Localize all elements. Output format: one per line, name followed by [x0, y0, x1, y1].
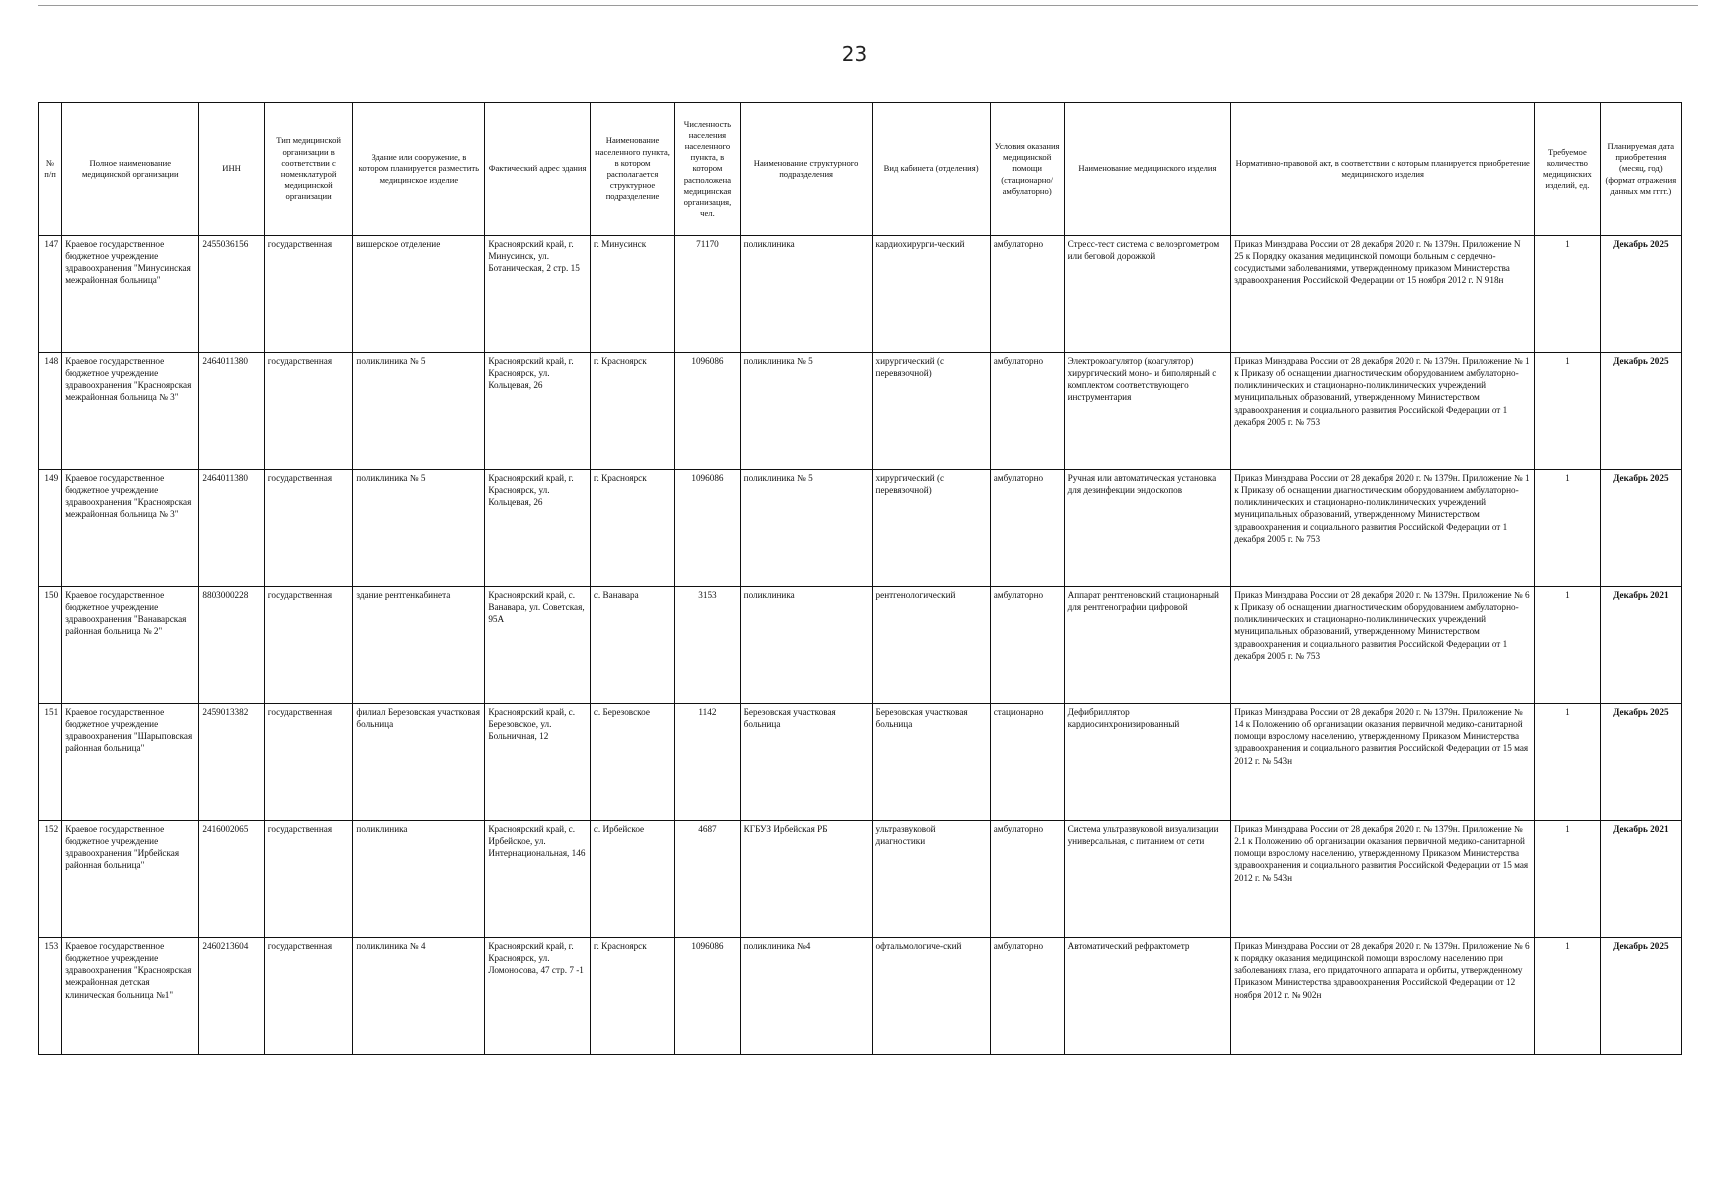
cell-cabinet: кардиохирурги-ческий	[872, 236, 990, 353]
cell-cabinet: ультразвуковой диагностики	[872, 821, 990, 938]
column-header-building: Здание или сооружение, в котором планируется разместить медицинское изделие	[353, 103, 485, 236]
cell-cabinet: хирургический (с перевязочной)	[872, 470, 990, 587]
cell-date: Декабрь 2025	[1600, 470, 1681, 587]
cell-inn: 2455036156	[199, 236, 264, 353]
table-row	[39, 938, 1682, 1055]
cell-population: 1096086	[675, 470, 740, 587]
cell-qty: 1	[1535, 587, 1600, 704]
cell-no: 148	[39, 353, 62, 470]
cell-device: Дефибриллятор кардиосинхронизированный	[1064, 704, 1231, 821]
cell-qty: 1	[1535, 353, 1600, 470]
cell-qty: 1	[1535, 236, 1600, 353]
cell-locality: с. Ирбейское	[590, 821, 674, 938]
cell-unit: поликлиника	[740, 236, 872, 353]
cell-no: 151	[39, 704, 62, 821]
cell-building: филиал Березовская участковая больница	[353, 704, 485, 821]
cell-inn: 8803000228	[199, 587, 264, 704]
cell-address: Красноярский край, с. Березовское, ул. Больничная, 12	[485, 704, 591, 821]
cell-type: государственная	[264, 704, 353, 821]
cell-legal-act: Приказ Минздрава России от 28 декабря 2020 г. № 1379н. Приложение № 6 к Приказу об оснащении диагностическим оборудованием амбулаторно-поликлинических и стационарно-поликлинических учреждений муниципальных образований, утвержденному Министерством здравоохранения и социального развития Российской Федерации от 1 декабря 2005 г. № 753	[1231, 587, 1535, 704]
cell-population: 1096086	[675, 938, 740, 1055]
column-header-qty: Требуемое количество медицинских изделий, ед.	[1535, 103, 1600, 236]
cell-legal-act: Приказ Минздрава России от 28 декабря 2020 г. № 1379н. Приложение № 1 к Приказу об оснащении диагностическим оборудованием амбулаторно-поликлинических и стационарно-поликлинических учреждений муниципальных образований, утвержденному Министерством здравоохранения и социального развития Российской Федерации от 1 декабря 2005 г. № 753	[1231, 470, 1535, 587]
cell-type: государственная	[264, 938, 353, 1055]
table-row	[39, 236, 1682, 353]
column-header-inn: ИНН	[199, 103, 264, 236]
cell-no: 150	[39, 587, 62, 704]
cell-inn: 2464011380	[199, 353, 264, 470]
cell-locality: г. Красноярск	[590, 938, 674, 1055]
cell-qty: 1	[1535, 938, 1600, 1055]
column-header-device: Наименование медицинского изделия	[1064, 103, 1231, 236]
cell-inn: 2459013382	[199, 704, 264, 821]
cell-date: Декабрь 2025	[1600, 353, 1681, 470]
cell-locality: г. Красноярск	[590, 353, 674, 470]
cell-unit: поликлиника №4	[740, 938, 872, 1055]
column-header-address: Фактический адрес здания	[485, 103, 591, 236]
table-row	[39, 353, 1682, 470]
cell-address: Красноярский край, с. Ирбейское, ул. Интернациональная, 146	[485, 821, 591, 938]
cell-cabinet: рентгенологический	[872, 587, 990, 704]
cell-device: Автоматический рефрактометр	[1064, 938, 1231, 1055]
cell-unit: КГБУЗ Ирбейская РБ	[740, 821, 872, 938]
cell-conditions: амбулаторно	[990, 236, 1064, 353]
column-header-type: Тип медицинской организации в соответствии с номенклатурой медицинской организации	[264, 103, 353, 236]
cell-type: государственная	[264, 821, 353, 938]
cell-org: Краевое государственное бюджетное учреждение здравоохранения "Шарыповская районная больница"	[62, 704, 199, 821]
cell-date: Декабрь 2021	[1600, 587, 1681, 704]
cell-date: Декабрь 2025	[1600, 704, 1681, 821]
column-header-org: Полное наименование медицинской организации	[62, 103, 199, 236]
cell-address: Красноярский край, г. Минусинск, ул. Ботаническая, 2 стр. 15	[485, 236, 591, 353]
cell-building: вишерское отделение	[353, 236, 485, 353]
column-header-legal-act: Нормативно-правовой акт, в соответствии с которым планируется приобретение медицинского изделия	[1231, 103, 1535, 236]
cell-legal-act: Приказ Минздрава России от 28 декабря 2020 г. № 1379н. Приложение № 2.1 к Положению об организации оказания первичной медико-санитарной помощи взрослому населению, утвержденному Приказом Министерства здравоохранения и социального развития Российской Федерации от 15 мая 2012 г. № 543н	[1231, 821, 1535, 938]
cell-unit: поликлиника № 5	[740, 353, 872, 470]
cell-locality: с. Ванавара	[590, 587, 674, 704]
top-rule	[38, 5, 1698, 6]
cell-qty: 1	[1535, 821, 1600, 938]
cell-legal-act: Приказ Минздрава России от 28 декабря 2020 г. № 1379н. Приложение № 14 к Положению об организации оказания первичной медико-санитарной помощи взрослому населению, утвержденному Приказом Министерства здравоохранения и социального развития Российской Федерации от 15 мая 2012 г. № 543н	[1231, 704, 1535, 821]
table-row	[39, 704, 1682, 821]
cell-type: государственная	[264, 353, 353, 470]
cell-no: 153	[39, 938, 62, 1055]
cell-population: 3153	[675, 587, 740, 704]
cell-address: Красноярский край, с. Ванавара, ул. Советская, 95А	[485, 587, 591, 704]
cell-population: 1142	[675, 704, 740, 821]
cell-date: Декабрь 2021	[1600, 821, 1681, 938]
cell-population: 4687	[675, 821, 740, 938]
cell-conditions: амбулаторно	[990, 353, 1064, 470]
cell-address: Красноярский край, г. Красноярск, ул. Кольцевая, 26	[485, 470, 591, 587]
cell-org: Краевое государственное бюджетное учреждение здравоохранения "Красноярская межрайонная детская клиническая больница №1"	[62, 938, 199, 1055]
cell-conditions: амбулаторно	[990, 821, 1064, 938]
cell-no: 152	[39, 821, 62, 938]
cell-device: Ручная или автоматическая установка для дезинфекции эндоскопов	[1064, 470, 1231, 587]
header-row	[39, 103, 1682, 236]
column-header-locality: Наименование населенного пункта, в котором располагается структурное подразделение	[590, 103, 674, 236]
cell-address: Красноярский край, г. Красноярск, ул. Ломоносова, 47 стр. 7 -1	[485, 938, 591, 1055]
column-header-unit: Наименование структурного подразделения	[740, 103, 872, 236]
cell-type: государственная	[264, 470, 353, 587]
page-number: 23	[841, 42, 868, 66]
cell-legal-act: Приказ Минздрава России от 28 декабря 2020 г. № 1379н. Приложение № 6 к порядку оказания медицинской помощи взрослому населению при заболеваниях глаза, его придаточного аппарата и орбиты, утвержденному Приказом Министерства здравоохранения Российской Федерации от 12 ноября 2012 г. № 902н	[1231, 938, 1535, 1055]
cell-device: Стресс-тест система с велоэргометром или беговой дорожкой	[1064, 236, 1231, 353]
equipment-table	[38, 102, 1682, 1055]
cell-type: государственная	[264, 587, 353, 704]
cell-unit: поликлиника	[740, 587, 872, 704]
cell-locality: г. Красноярск	[590, 470, 674, 587]
cell-building: поликлиника № 5	[353, 470, 485, 587]
column-header-conditions: Условия оказания медицинской помощи (стационарно/ амбулаторно)	[990, 103, 1064, 236]
cell-inn: 2460213604	[199, 938, 264, 1055]
table-row	[39, 587, 1682, 704]
cell-building: здание рентгенкабинета	[353, 587, 485, 704]
table-row	[39, 821, 1682, 938]
cell-building: поликлиника № 5	[353, 353, 485, 470]
cell-conditions: стационарно	[990, 704, 1064, 821]
cell-date: Декабрь 2025	[1600, 236, 1681, 353]
cell-building: поликлиника № 4	[353, 938, 485, 1055]
cell-org: Краевое государственное бюджетное учреждение здравоохранения "Ванаварская районная больница № 2"	[62, 587, 199, 704]
table-row	[39, 470, 1682, 587]
cell-device: Аппарат рентгеновский стационарный для рентгенографии цифровой	[1064, 587, 1231, 704]
cell-locality: г. Минусинск	[590, 236, 674, 353]
cell-locality: с. Березовское	[590, 704, 674, 821]
column-header-no: № п/п	[39, 103, 62, 236]
cell-legal-act: Приказ Минздрава России от 28 декабря 2020 г. № 1379н. Приложение № 1 к Приказу об оснащении диагностическим оборудованием амбулаторно-поликлинических и стационарно-поликлинических учреждений муниципальных образований, утвержденному Министерством здравоохранения и социального развития Российской Федерации от 1 декабря 2005 г. № 753	[1231, 353, 1535, 470]
cell-address: Красноярский край, г. Красноярск, ул. Кольцевая, 26	[485, 353, 591, 470]
cell-conditions: амбулаторно	[990, 938, 1064, 1055]
cell-date: Декабрь 2025	[1600, 938, 1681, 1055]
cell-cabinet: хирургический (с перевязочной)	[872, 353, 990, 470]
column-header-date: Планируемая дата приобретения (месяц, год) (формат отражения данных мм гггг.)	[1600, 103, 1681, 236]
cell-no: 147	[39, 236, 62, 353]
cell-type: государственная	[264, 236, 353, 353]
cell-qty: 1	[1535, 470, 1600, 587]
cell-inn: 2416002065	[199, 821, 264, 938]
cell-population: 71170	[675, 236, 740, 353]
cell-conditions: амбулаторно	[990, 470, 1064, 587]
cell-device: Электрокоагулятор (коагулятор) хирургический моно- и биполярный с комплектом соответствующего инструментария	[1064, 353, 1231, 470]
cell-no: 149	[39, 470, 62, 587]
cell-org: Краевое государственное бюджетное учреждение здравоохранения "Красноярская межрайонная больница № 3"	[62, 470, 199, 587]
cell-unit: поликлиника № 5	[740, 470, 872, 587]
cell-org: Краевое государственное бюджетное учреждение здравоохранения "Ирбейская районная больница"	[62, 821, 199, 938]
cell-building: поликлиника	[353, 821, 485, 938]
cell-population: 1096086	[675, 353, 740, 470]
cell-conditions: амбулаторно	[990, 587, 1064, 704]
column-header-cabinet: Вид кабинета (отделения)	[872, 103, 990, 236]
cell-unit: Березовская участковая больница	[740, 704, 872, 821]
cell-org: Краевое государственное бюджетное учреждение здравоохранения "Минусинская межрайонная больница"	[62, 236, 199, 353]
cell-legal-act: Приказ Минздрава России от 28 декабря 2020 г. № 1379н. Приложение N 25 к Порядку оказания медицинской помощи больным с сердечно-сосудистыми заболеваниями, утвержденному приказом Министерства здравоохранения Российской Федерации от 15 ноября 2012 г. N 918н	[1231, 236, 1535, 353]
column-header-population: Численность населения населенного пункта, в котором расположена медицинская организация, чел.	[675, 103, 740, 236]
cell-qty: 1	[1535, 704, 1600, 821]
cell-cabinet: Березовская участковая больница	[872, 704, 990, 821]
table-body	[39, 236, 1682, 1055]
cell-cabinet: офтальмологиче-ский	[872, 938, 990, 1055]
cell-inn: 2464011380	[199, 470, 264, 587]
cell-device: Система ультразвуковой визуализации универсальная, с питанием от сети	[1064, 821, 1231, 938]
cell-org: Краевое государственное бюджетное учреждение здравоохранения "Красноярская межрайонная больница № 3"	[62, 353, 199, 470]
